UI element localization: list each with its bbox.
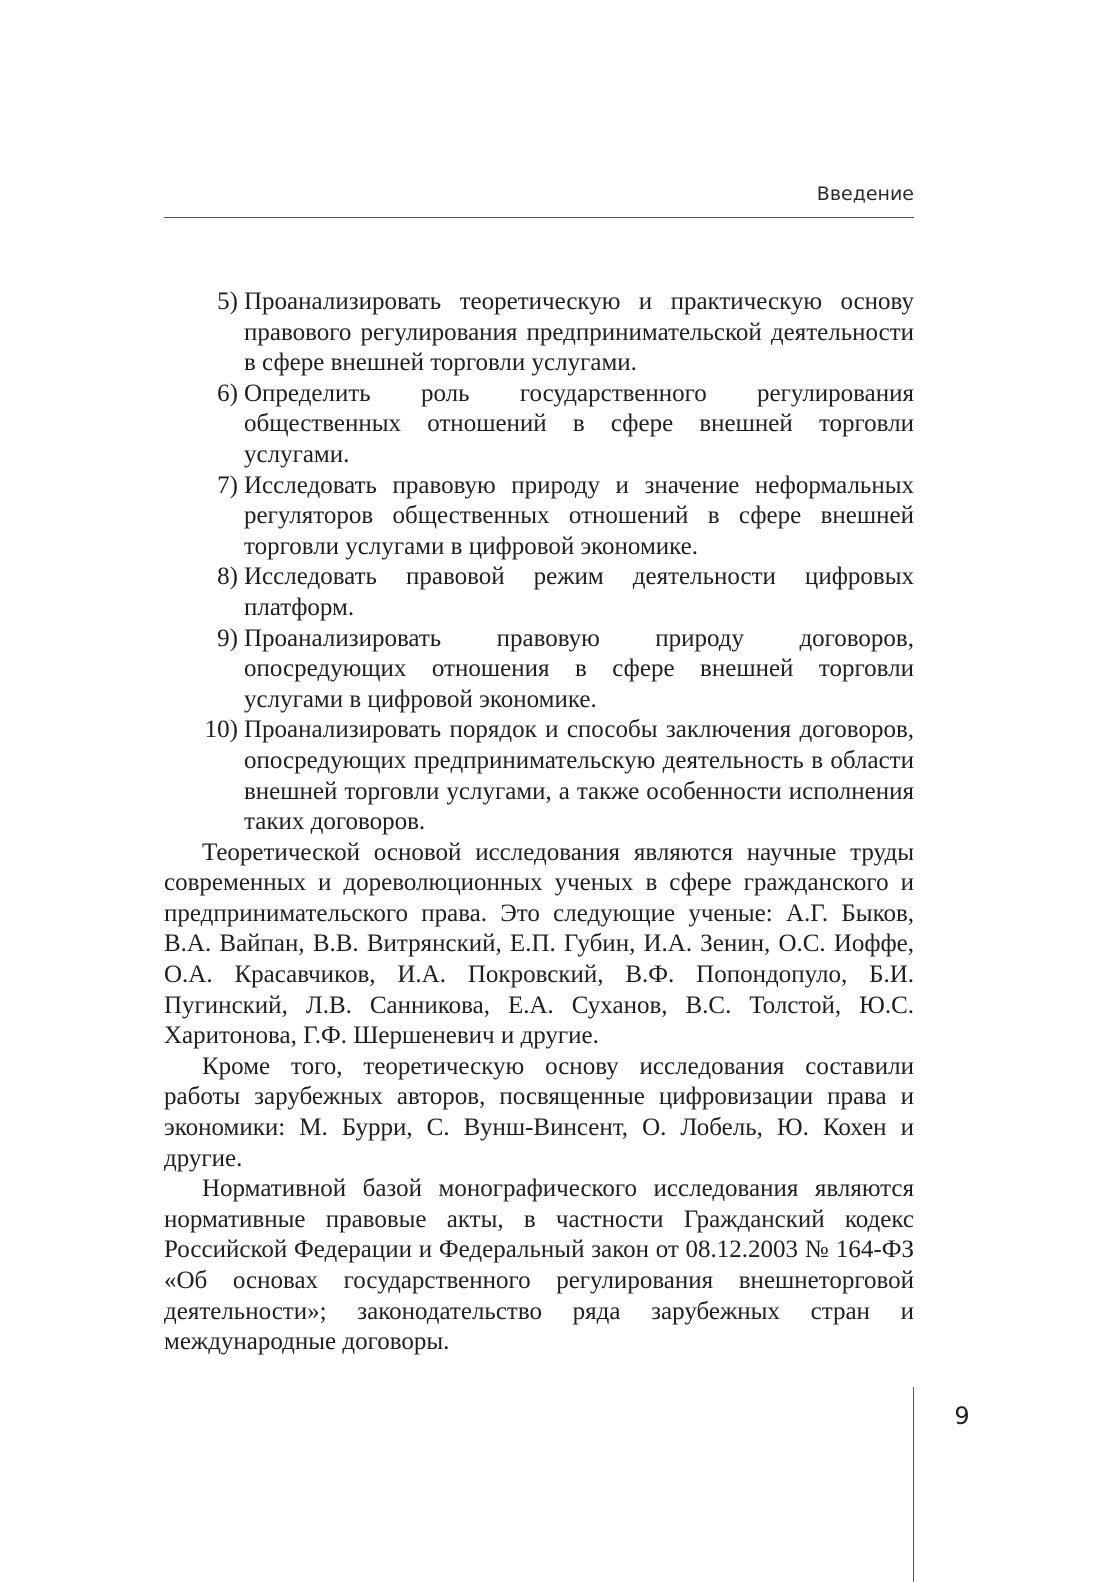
- task-list: [164, 287, 914, 838]
- list-item: [164, 379, 914, 471]
- list-item-number: 6): [217, 379, 238, 407]
- list-item-text: Проанализировать правовую природу договоров, опосредующих отношения в сфере внешней торговли услугами в цифровой экономике.: [244, 624, 914, 713]
- list-item-text: Исследовать правовую природу и значение неформальных регуляторов общественных отношений в сфере внешней торговли услугами в цифровой экономике.: [244, 471, 914, 560]
- page-number-rule: [913, 1387, 914, 1582]
- list-item-text: Исследовать правовой режим деятельности цифровых платформ.: [244, 563, 914, 621]
- list-item: [164, 562, 914, 623]
- paragraph-theoretical-basis: Теоретической основой исследования являются научные труды современных и дореволюционных ученых в сфере гражданского и предпринимательского права. Это следующие ученые: А.Г. Быков, В.А. Вайпан, В.В. Витрянский, Е.П. Губин, И.А. Зенин, О.С. Иоффе, О.А. Красавчиков, И.А. Покровский, В.Ф. Попондопуло, Б.И. Пугинский, Л.В. Санникова, Е.А. Суханов, В.С. Толстой, Ю.С. Харитонова, Г.Ф. Шершеневич и другие.: [164, 838, 914, 1050]
- list-item-text: Проанализировать теоретическую и практическую основу правового регулирования предпринимательской деятельности в сфере внешней торговли услугами.: [244, 288, 914, 377]
- list-item-number: 10): [204, 716, 238, 744]
- list-item-number: 9): [217, 624, 238, 652]
- list-item: [164, 715, 914, 837]
- header-rule: [164, 217, 914, 218]
- paragraph-normative-basis: Нормативной базой монографического исследования являются нормативные правовые акты, в частности Гражданский кодекс Российской Федерации и Федеральный закон от 08.12.2003 № 164-ФЗ «Об основах государственного регулирования внешнеторговой деятельности»; законодательство ряда зарубежных стран и международные договоры.: [164, 1175, 914, 1356]
- list-item-text: Определить роль государственного регулирования общественных отношений в сфере внешней торговли услугами.: [244, 379, 914, 468]
- paragraph-foreign-authors: Кроме того, теоретическую основу исследования составили работы зарубежных авторов, посвященные цифровизации права и экономики: М. Бурри, С. Вунш-Винсент, О. Лобель, Ю. Кохен и другие.: [164, 1052, 914, 1172]
- list-item: [164, 624, 914, 716]
- list-item: [164, 287, 914, 379]
- running-head: Введение: [816, 183, 914, 205]
- list-item-number: 5): [217, 288, 238, 315]
- list-item-text: Проанализировать порядок и способы заключения договоров, опосредующих предпринимательскую деятельность в области внешней торговли услугами, а также особенности исполнения таких договоров.: [244, 716, 914, 836]
- page-number: 9: [954, 1402, 970, 1430]
- list-item-number: 7): [217, 471, 238, 499]
- list-item: [164, 471, 914, 563]
- page-body: [164, 287, 914, 1358]
- list-item-number: 8): [217, 563, 238, 591]
